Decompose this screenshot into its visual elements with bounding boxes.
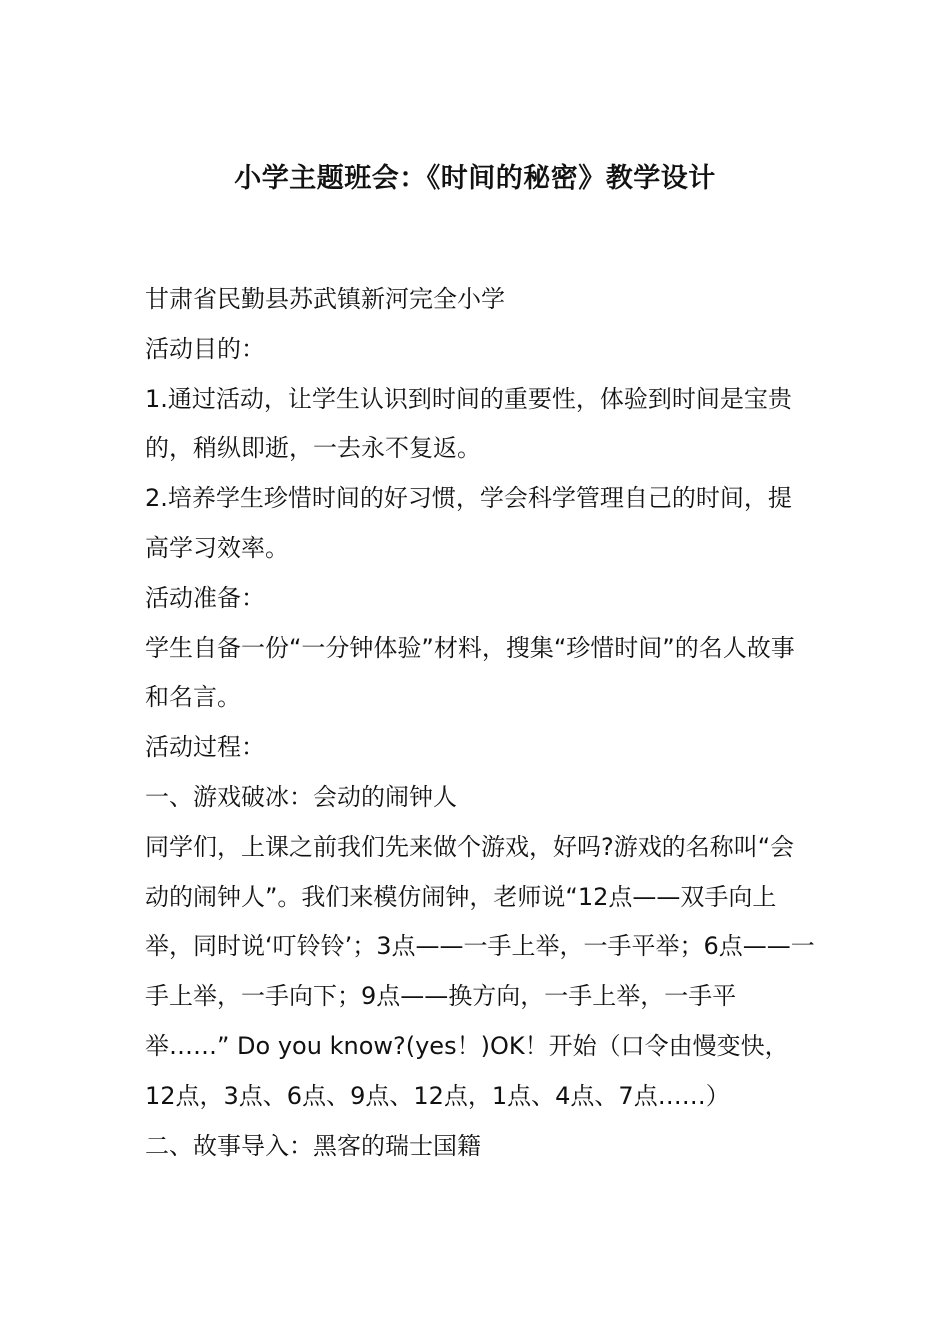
preparation-text: 学生自备一份“一分钟体验”材料，搜集“珍惜时间”的名人故事和名言。: [145, 633, 795, 712]
objective-item-2: 2.培养学生珍惜时间的好习惯，学会科学管理自己的时间，提高学习效率。: [145, 484, 792, 562]
objective-item-1: 1.通过活动，让学生认识到时间的重要性，体验到时间是宝贵的，稍纵即逝，一去永不复返。: [145, 384, 792, 463]
document-title: 小学主题班会：《时间的秘密》教学设计: [234, 163, 716, 194]
document-body: [145, 275, 815, 1171]
section-heading-process: 活动过程：: [145, 733, 265, 762]
process-step-1-heading: 一、游戏破冰：会动的闹钟人: [145, 782, 457, 811]
school-name: 甘肃省民勤县苏武镇新河完全小学: [145, 285, 505, 313]
section-heading-objectives: 活动目的：: [145, 334, 265, 363]
section-heading-preparation: 活动准备：: [145, 583, 265, 612]
process-step-2-heading: 二、故事导入：黑客的瑞士国籍: [145, 1131, 481, 1160]
process-step-1-text: 同学们，上课之前我们先来做个游戏，好吗?游戏的名称叫“会动的闹钟人”。我们来模仿闹钟，老师说“12点——双手向上举，同时说‘叮铃铃’；3点——一手上举，一手平举；6点——一手上举，一手向下；9点——换方向，一手上举，一手平举……” Do you know?(yes！)OK！开始（口令由慢变快，12点，3点、6点、9点、12点，1点、4点、7点……）: [145, 832, 815, 1110]
